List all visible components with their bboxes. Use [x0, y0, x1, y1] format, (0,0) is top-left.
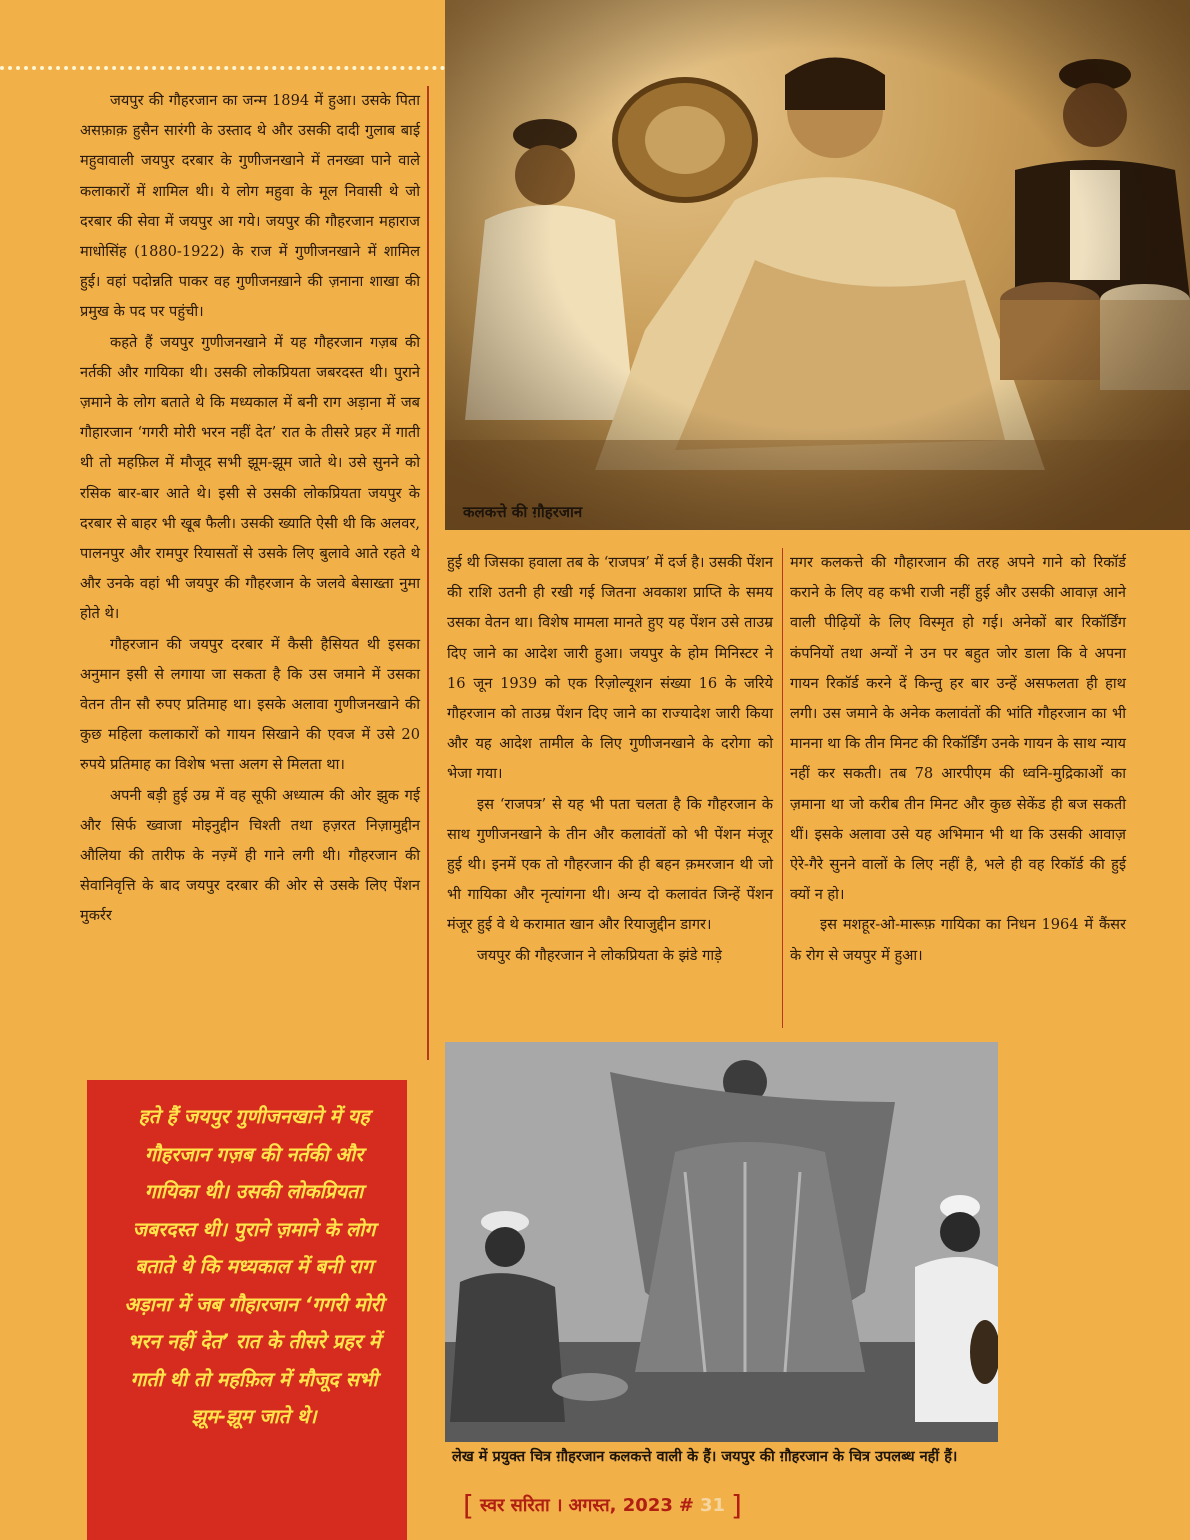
paragraph: गौहरजान की जयपुर दरबार में कैसी हैसियत थी इसका अनुमान इसी से लगाया जा सकता है कि उस जमाने में उसका वेतन तीन सौ रुपए प्रतिमाह था। इसके अलावा गुणीजनखाने की कुछ महिला कलाकारों को गायन सिखाने की एवज में उसे 20 रुपये प्रतिमाह का विशेष भत्ता अलग से मिलता था।: [80, 635, 420, 774]
paragraph: मगर कलकत्ते की गौहारजान की तरह अपने गाने को रिकॉर्ड कराने के लिए वह कभी राजी नहीं हुई और उसकी आवाज़ आने वाली पीढ़ियों के लिए विस्मृत हो गई। अनेकों बार रिकॉर्डिंग कंपनियों तथा अन्यों ने उन पर बहुत जोर डाला कि वे अपना गायन रिकॉर्ड करने दें किन्तु हर बार उन्हें असफलता ही हाथ लगी। उस जमाने के अनेक कलावंतों की भांति गौहरजान का भी मानना था कि तीन मिनट की रिकॉर्डिंग उनके गायन के साथ न्याय नहीं कर सकती। तब 78 आरपीएम की ध्वनि-मुद्रिकाओं का ज़माना था जो करीब तीन मिनट और कुछ सेकेंड ही बज सकती थीं। इसके अलावा उसे यह अभिमान भी था कि उसकी आवाज़ ऐरे-गैरे सुनने वालों के लिए नहीं है, भले ही वह रिकॉर्ड की हुई क्यों न हो।: [790, 554, 1126, 904]
page-number: 31: [699, 1494, 726, 1516]
photo-dancer-with-musicians: [445, 1042, 998, 1442]
photo-illustration: [445, 1042, 998, 1442]
right-bracket-icon: ]: [731, 1488, 742, 1522]
article-column-1: [80, 86, 420, 1060]
paragraph: अपनी बड़ी हुई उम्र में वह सूफी अध्यात्म की ओर झुक गई और सिर्फ ख्वाजा मोइनुद्दीन चिश्ती तथा हज़रत निज़ामुद्दीन औलिया की तारीफ के नज़्में ही गाने लगी थी। गौहरजान की सेवानिवृत्ति के बाद जयपुर दरबार की ओर से उसके लिए पेंशन मुकर्रर: [80, 786, 420, 925]
pull-quote-box: [87, 1080, 407, 1540]
paragraph: हुई थी जिसका हवाला तब के ‘राजपत्र’ में दर्ज है। उसकी पेंशन की राशि उतनी ही रखी गई जितना अवकाश प्राप्ति के समय उसका वेतन था। विशेष मामला मानते हुए यह पेंशन उसे ताउम्र दिए जाने का आदेश जारी हुआ। जयपुर के होम मिनिस्टर ने 16 जून 1939 को एक रिज़ोल्यूशन संख्या 16 के जरिये गौहरजान को ताउम्र पेंशन दिए जाने का राज्यादेश जारी किया और यह आदेश तामील के लिए गुणीजनखाने के दरोगा को भेजा गया।: [447, 554, 773, 783]
page-footer: [463, 1488, 742, 1522]
column-divider: [782, 548, 783, 1028]
magazine-name: स्वर सरिता: [479, 1495, 550, 1516]
article-column-2: [447, 548, 773, 1028]
paragraph: जयपुर की गौहरजान ने लोकप्रियता के झंडे गाड़े: [477, 946, 722, 964]
footer-separator: ।: [555, 1495, 563, 1516]
paragraph: कहते हैं जयपुर गुणीजनखाने में यह गौहरजान गज़ब की नर्तकी और गायिका थी। उसकी लोकप्रियता जबरदस्त थी। पुराने ज़माने के लोग बताते थे कि मध्यकाल में बनी राग अड़ाना में जब गौहारजान ‘गगरी मोरी भरन नहीं देत’ रात के तीसरे प्रहर में गाती थी तो महफ़िल में मौजूद सभी झूम-झूम जाते थे। उसे सुनने को रसिक बार-बार आते थे। इसी से उसकी लोकप्रियता जयपुर के दरबार से बाहर भी खूब फैली। उसकी ख्याति ऐसी थी कि अलवर, पालनपुर और रामपुर रियासतों से उसके लिए बुलावे आते रहते थे और उनके वहां भी जयपुर की गौहरजान के जलवे बेसाख्ता नुमा होते थे।: [80, 333, 420, 623]
photo-gauhar-jaan-calcutta: [445, 0, 1190, 530]
hash-mark: #: [678, 1494, 694, 1516]
photo-illustration: [445, 0, 1190, 530]
paragraph: जयपुर की गौहरजान का जन्म 1894 में हुआ। उसके पिता असफ़ाक़ हुसैन सारंगी के उस्ताद थे और उसकी दादी गुलाब बाई महुवावाली जयपुर दरबार के गुणीजनखाने में तनख्वा पाने वाले कलाकारों में शामिल थी। ये लोग महुवा के मूल निवासी थे जो दरबार की सेवा में जयपुर आ गये। जयपुर की गौहरजान महाराज माधोसिंह (1880-1922) के राज में गुणीजनखाने में शामिल हुई। वहां पदोन्नति पाकर वह गुणीजनख़ाने की ज़नाना शाखा की प्रमुख के पद पर पहुंची।: [80, 92, 420, 321]
pull-quote-text: हते हैं जयपुर गुणीजनखाने में यह गौहरजान गज़ब की नर्तकी और गायिका थी। उसकी लोकप्रियता जबरदस्त थी। पुराने ज़माने के लोग बताते थे कि मध्यकाल में बनी राग अड़ाना में जब गौहारजान ‘गगरी मोरी भरन नहीं देत’ रात के तीसरे प्रहर में गाती थी तो महफ़िल में मौजूद सभी झूम-झूम जाते थे।: [124, 1105, 384, 1428]
column-divider: [427, 86, 429, 1060]
photo-caption-bottom: लेख में प्रयुक्त चित्र ग़ौहरजान कलकत्ते वाली के हैं। जयपुर की ग़ौहरजान के चित्र उपलब्ध नहीं हैं।: [452, 1449, 958, 1465]
left-bracket-icon: [: [463, 1488, 474, 1522]
paragraph: इस मशहूर-ओ-मारूफ़ गायिका का निधन 1964 में कैंसर के रोग से जयपुर में हुआ।: [790, 916, 1126, 964]
photo-caption-top: कलकत्ते की ग़ौहरजान: [463, 503, 583, 521]
decorative-dotted-rule: [0, 66, 445, 72]
article-column-3: [790, 548, 1126, 1028]
issue-date: अगस्त, 2023: [568, 1495, 673, 1516]
paragraph: इस ‘राजपत्र’ से यह भी पता चलता है कि गौहरजान के साथ गुणीजनखाने के तीन और कलावंतों को भी पेंशन मंजूर हुई थी। इनमें एक तो गौहरजान की ही बहन क़मरजान थी जो भी गायिका और नृत्यांगना थी। अन्य दो कलावंत जिन्हें पेंशन मंजूर हुई वे थे करामात खान और रियाजुद्दीन डागर।: [447, 795, 773, 934]
